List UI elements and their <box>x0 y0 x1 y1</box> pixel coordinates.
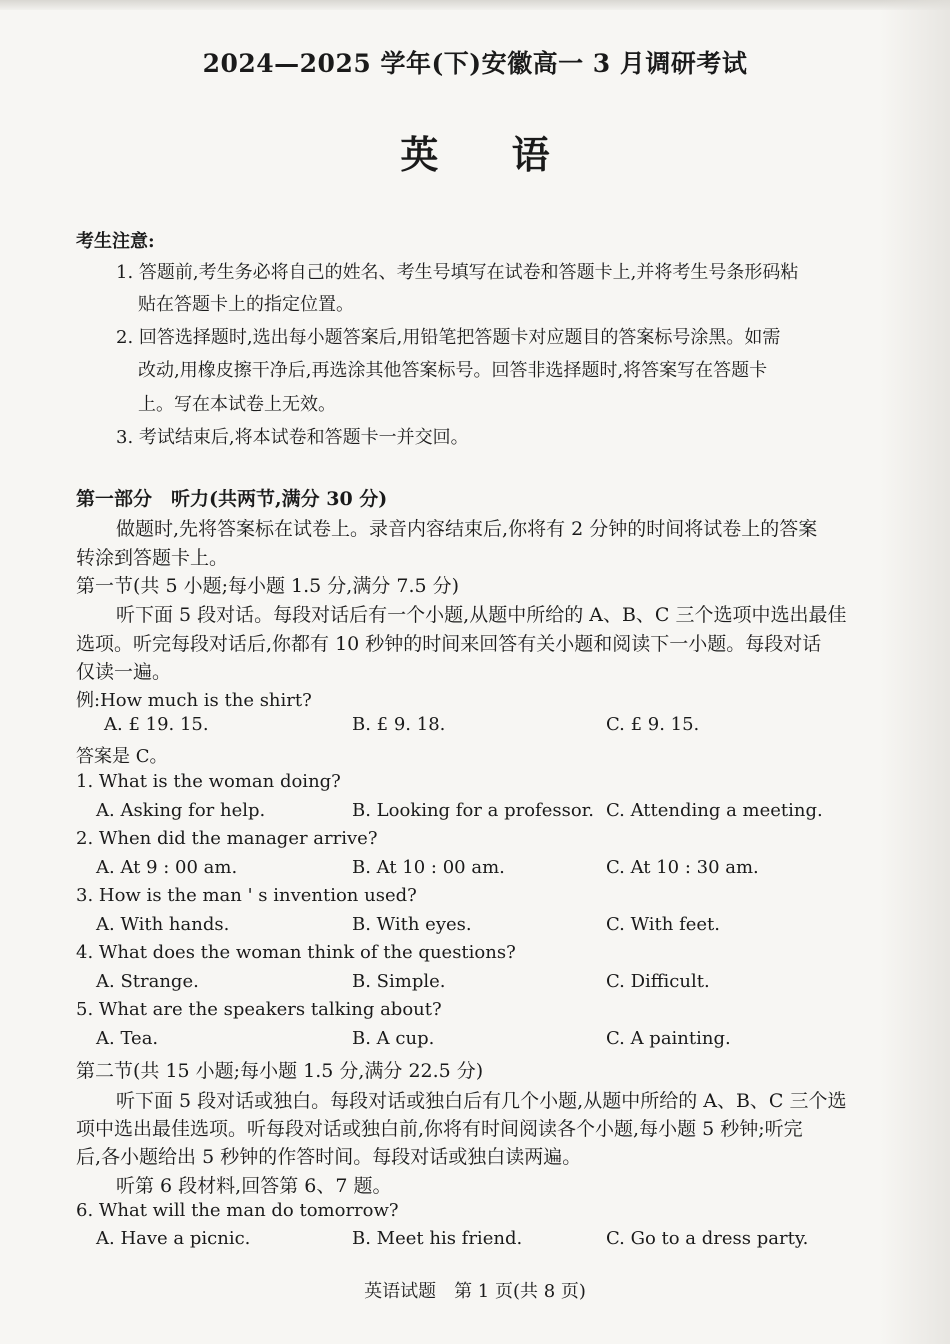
q3-option-c: C. With feet. <box>606 914 720 935</box>
question-6: 6. What will the man do tomorrow? <box>76 1200 399 1221</box>
section1-heading: 第一节(共 5 小题;每小题 1.5 分,满分 7.5 分) <box>76 575 460 597</box>
subject-title: 英 语 <box>400 132 580 177</box>
q1-option-b: B. Looking for a professor. <box>352 800 595 821</box>
example-answer: 答案是 C。 <box>76 746 168 767</box>
q2-option-c: C. At 10 : 30 am. <box>606 857 759 878</box>
q4-option-b: B. Simple. <box>352 971 446 992</box>
section2-intro-line: 听下面 5 段对话或独白。每段对话或独白后有几个小题,从题中所给的 A、B、C 三个选 <box>116 1090 847 1112</box>
page-footer: 英语试题 第 1 页(共 8 页) <box>364 1281 586 1302</box>
q5-option-a: A. Tea. <box>96 1028 159 1049</box>
question-1: 1. What is the woman doing? <box>76 771 341 792</box>
exam-title: 2024—2025 学年(下)安徽高一 3 月调研考试 <box>202 49 748 78</box>
notice-line: 2. 回答选择题时,选出每小题答案后,用铅笔把答题卡对应题目的答案标号涂黑。如需 <box>116 327 781 348</box>
example-question: 例:How much is the shirt? <box>76 690 312 711</box>
notice-line: 改动,用橡皮擦干净后,再选涂其他答案标号。回答非选择题时,将答案写在答题卡 <box>138 360 768 381</box>
q1-option-c: C. Attending a meeting. <box>606 800 823 821</box>
example-option-b: B. £ 9. 18. <box>352 714 446 735</box>
section1-intro-line: 仅读一遍。 <box>76 661 172 683</box>
scan-right-shadow <box>880 0 950 1344</box>
example-option-c: C. £ 9. 15. <box>606 714 700 735</box>
section1-intro-line: 听下面 5 段对话。每段对话后有一个小题,从题中所给的 A、B、C 三个选项中选出最佳 <box>116 604 847 626</box>
notice-line: 上。写在本试卷上无效。 <box>138 394 336 415</box>
notice-line: 贴在答题卡上的指定位置。 <box>138 294 354 315</box>
question-2: 2. When did the manager arrive? <box>76 828 378 849</box>
section2-intro-line: 后,各小题给出 5 秒钟的作答时间。每段对话或独白读两遍。 <box>76 1146 582 1168</box>
q4-option-c: C. Difficult. <box>606 971 710 992</box>
question-5: 5. What are the speakers talking about? <box>76 999 442 1020</box>
part1-intro-line: 做题时,先将答案标在试卷上。录音内容结束后,你将有 2 分钟的时间将试卷上的答案 <box>116 518 818 540</box>
q5-option-c: C. A painting. <box>606 1028 731 1049</box>
example-option-a: A. £ 19. 15. <box>104 714 209 735</box>
q3-option-b: B. With eyes. <box>352 914 472 935</box>
notice-heading: 考生注意: <box>76 231 155 252</box>
q4-option-a: A. Strange. <box>96 971 199 992</box>
part1-heading: 第一部分 听力(共两节,满分 30 分) <box>76 488 388 510</box>
q2-option-b: B. At 10 : 00 am. <box>352 857 505 878</box>
part1-intro-line: 转涂到答题卡上。 <box>76 547 229 569</box>
question-4: 4. What does the woman think of the questions? <box>76 942 516 963</box>
q6-option-c: C. Go to a dress party. <box>606 1228 809 1249</box>
q6-option-b: B. Meet his friend. <box>352 1228 523 1249</box>
q5-option-b: B. A cup. <box>352 1028 435 1049</box>
q6-option-a: A. Have a picnic. <box>96 1228 251 1249</box>
section2-intro-line: 项中选出最佳选项。听每段对话或独白前,你将有时间阅读各个小题,每小题 5 秒钟;听完 <box>76 1118 803 1140</box>
q3-option-a: A. With hands. <box>96 914 230 935</box>
section1-intro-line: 选项。听完每段对话后,你都有 10 秒钟的时间来回答有关小题和阅读下一小题。每段对话 <box>76 633 822 655</box>
scan-top-edge <box>0 0 950 10</box>
question-3: 3. How is the man ' s invention used? <box>76 885 417 906</box>
notice-line: 1. 答题前,考生务必将自己的姓名、考生号填写在试卷和答题卡上,并将考生号条形码粘 <box>116 262 799 283</box>
section2-material: 听第 6 段材料,回答第 6、7 题。 <box>116 1175 392 1197</box>
q1-option-a: A. Asking for help. <box>96 800 266 821</box>
q2-option-a: A. At 9 : 00 am. <box>96 857 238 878</box>
section2-heading: 第二节(共 15 小题;每小题 1.5 分,满分 22.5 分) <box>76 1060 484 1082</box>
notice-line: 3. 考试结束后,将本试卷和答题卡一并交回。 <box>116 427 469 448</box>
